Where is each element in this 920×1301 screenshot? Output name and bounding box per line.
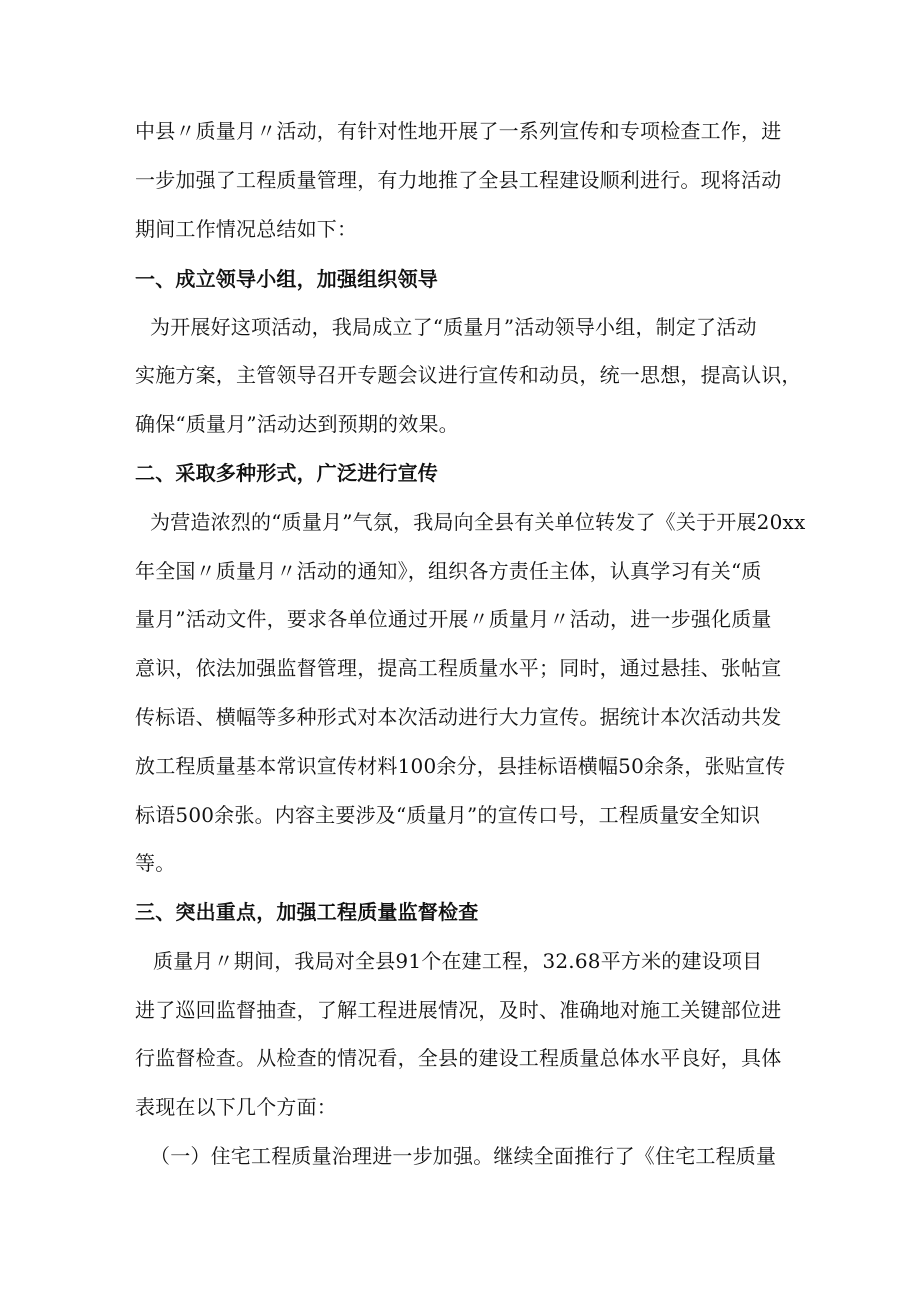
intro-line-2: 一步加强了工程质量管理，有力地推了全县工程建设顺利进行。现将活动 bbox=[135, 168, 782, 192]
section-3-heading: 三、突出重点，加强工程质量监督检查 bbox=[135, 900, 479, 924]
section-2-line-1: 为营造浓烈的“质量月”气氛，我局向全县有关单位转发了《关于开展20xx bbox=[150, 510, 806, 534]
section-1-heading: 一、成立领导小组，加强组织领导 bbox=[135, 267, 438, 291]
section-2-line-4: 意识，依法加强监督管理，提高工程质量水平；同时，通过悬挂、张帖宣 bbox=[135, 656, 782, 680]
section-3-line-3: 行监督检查。从检查的情况看，全县的建设工程质量总体水平良好，具体 bbox=[135, 1046, 782, 1070]
section-2-line-6: 放工程质量基本常识宣传材料100余分，县挂标语横幅50余条，张贴宣传 bbox=[135, 754, 786, 778]
intro-line-1: 中县〃质量月〃活动，有针对性地开展了一系列宣传和专项检查工作，进 bbox=[135, 119, 782, 143]
section-2-line-7: 标语500余张。内容主要涉及“质量月”的宣传口号，工程质量安全知识 bbox=[135, 803, 761, 827]
section-3-sub-1: （一）住宅工程质量治理进一步加强。继续全面推行了《住宅工程质量 bbox=[150, 1144, 777, 1168]
section-1-line-1: 为开展好这项活动，我局成立了“质量月”活动领导小组，制定了活动 bbox=[150, 315, 757, 339]
section-2-heading: 二、采取多种形式，广泛进行宣传 bbox=[135, 461, 438, 485]
section-1-line-3: 确保“质量月”活动达到预期的效果。 bbox=[135, 412, 459, 436]
intro-line-3: 期间工作情况总结如下： bbox=[135, 217, 358, 241]
section-2-line-5: 传标语、横幅等多种形式对本次活动进行大力宣传。据统计本次活动共发 bbox=[135, 705, 782, 729]
section-2-line-2: 年全国〃质量月〃活动的通知》，组织各方责任主体，认真学习有关“质 bbox=[135, 559, 762, 583]
section-2-line-8: 等。 bbox=[135, 851, 176, 875]
section-3-line-1: 质量月〃期间，我局对全县91个在建工程，32.68平方米的建设项目 bbox=[153, 949, 763, 973]
section-1-line-2: 实施方案，主管领导召开专题会议进行宣传和动员，统一思想，提高认识， bbox=[135, 363, 802, 387]
section-3-line-2: 进了巡回监督抽查，了解工程进展情况，及时、准确地对施工关键部位进 bbox=[135, 998, 782, 1022]
section-2-line-3: 量月”活动文件，要求各单位通过开展〃质量月〃活动，进一步强化质量 bbox=[135, 607, 772, 631]
section-3-line-4: 表现在以下几个方面： bbox=[135, 1095, 337, 1119]
